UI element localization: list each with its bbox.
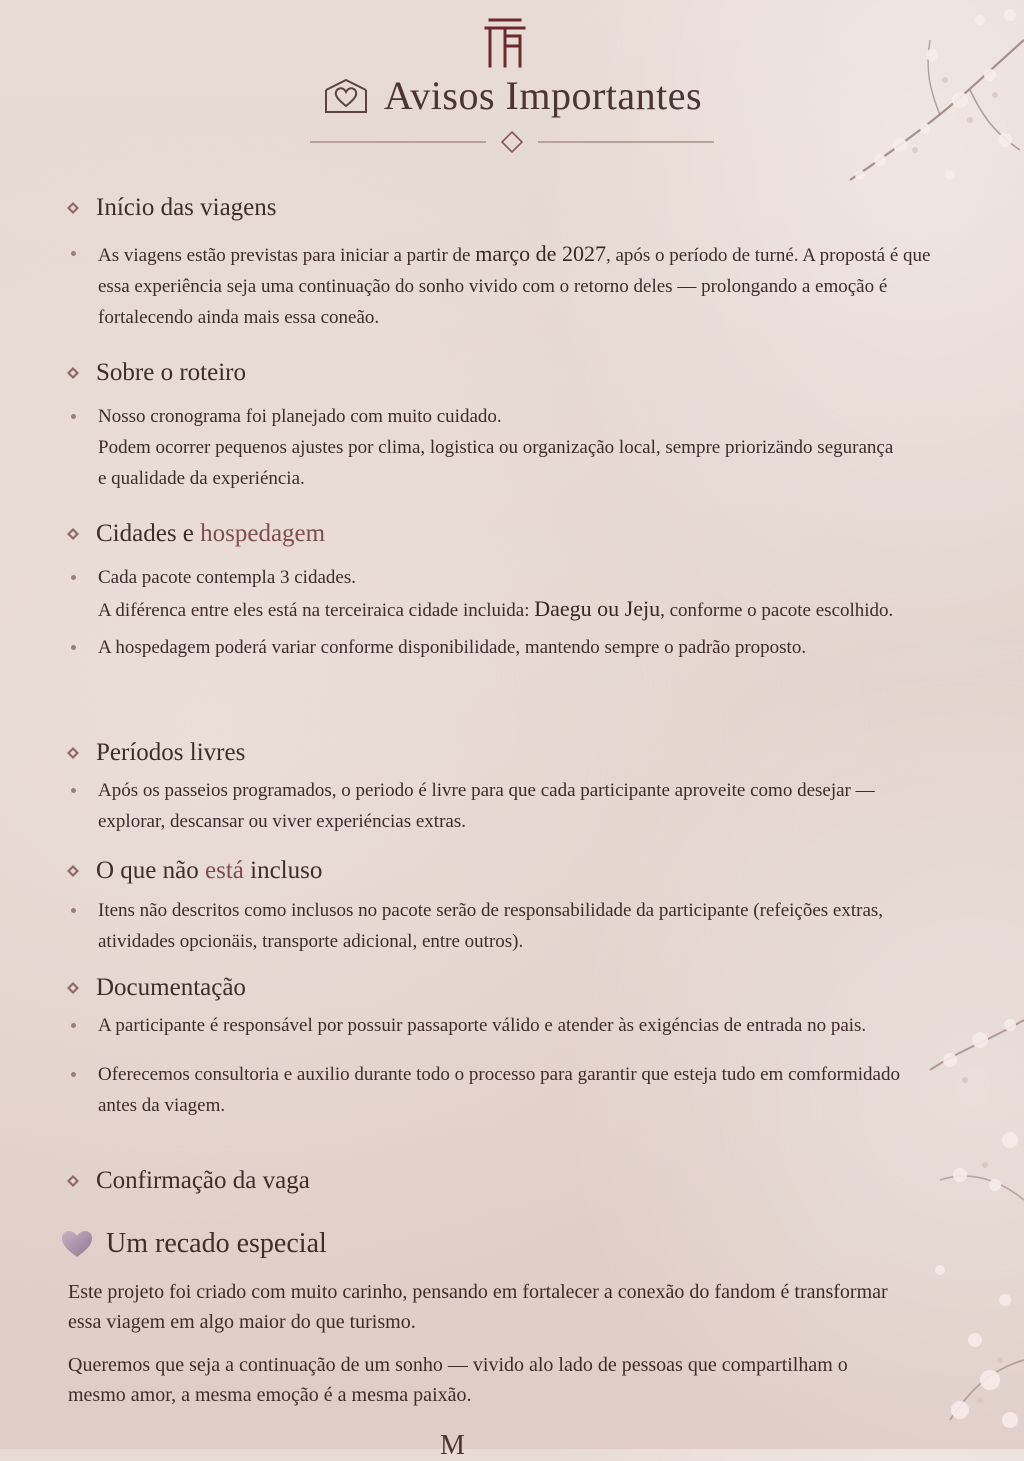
recado-paragraph: Este projeto foi criado com muito carinho, pensando em fortalecer a conexão do fandom é transformar essa viagem em algo maior do que turismo. xyxy=(68,1281,888,1333)
heading-accent: está xyxy=(205,857,244,884)
recado-paragraph: Queremos que seja a continuação de um sonho — vivido alo lado de pessoas que compartilham o mesmo amor, a mesma emoção é a mesma paixão. xyxy=(68,1354,848,1406)
bullet-dot xyxy=(71,645,76,650)
heading-text: Cidades e xyxy=(96,520,201,547)
bullet-text: Itens não descritos como inclusos no pacote serão de responsabilidade da participante (refeições extras, atividades opcionäis, transporte adicional, entre outros). xyxy=(98,900,884,952)
section-nao-incluso xyxy=(66,855,946,957)
bullet-text: Nosso cronograma foi planejado com muito cuidado. xyxy=(98,406,502,427)
section-roteiro xyxy=(66,357,946,494)
bullet-text-part: , conforme o pacote escolhido. xyxy=(660,600,894,621)
heading-text: O que não xyxy=(96,857,205,884)
bullet-text-part: ou xyxy=(591,596,625,621)
list-item xyxy=(66,401,898,494)
bullet-text: Após os passeios programados, o periodo é livre para que cada participante aproveite como desejar — explorar, descansar ou viver experiéncias extras. xyxy=(98,780,875,832)
bullet-dot xyxy=(71,575,76,580)
title-divider xyxy=(300,128,724,156)
diamond-icon xyxy=(66,981,80,995)
diamond-icon xyxy=(66,746,80,760)
list-item xyxy=(66,895,928,957)
bullet-dot xyxy=(71,251,76,256)
diamond-icon xyxy=(502,132,522,152)
signature-fragment: M xyxy=(440,1430,465,1461)
section-inicio xyxy=(66,192,946,333)
bullet-dot xyxy=(71,1072,76,1077)
bullet-text: A participante é responsável por possuir passaporte válido e atender às exigéncias de entrada no pais. xyxy=(98,1015,867,1036)
list-item xyxy=(66,238,938,333)
city-daegu: Daegu xyxy=(534,596,592,621)
page-title-text: Avisos Importantes xyxy=(383,73,703,118)
page-title xyxy=(322,72,702,119)
diamond-icon xyxy=(66,366,80,380)
bullet-text xyxy=(98,593,898,626)
envelope-heart-icon xyxy=(322,76,370,116)
bullet-text: As viagens estão previstas para iniciar a partir de xyxy=(98,245,476,266)
heading-text: incluso xyxy=(243,857,323,884)
city-jeju: Jeju xyxy=(624,596,661,621)
section-heading: Documentação xyxy=(96,974,246,1001)
section-periodos xyxy=(66,737,946,837)
section-heading: Períodos livres xyxy=(96,739,246,766)
bullet-dot xyxy=(71,788,76,793)
section-heading: Início das viagens xyxy=(96,194,277,221)
list-item xyxy=(66,1010,878,1041)
heading-accent: hospedagem xyxy=(200,520,326,547)
brand-monogram-icon xyxy=(482,16,528,68)
section-heading: Sobre o roteiro xyxy=(96,359,246,386)
diamond-icon xyxy=(66,527,80,541)
section-heading: Confirmação da vaga xyxy=(96,1167,310,1194)
list-item xyxy=(66,1059,918,1121)
bullet-text: Cada pacote contempla 3 cidades. xyxy=(98,567,356,588)
diamond-icon xyxy=(66,1174,80,1188)
recado-heading xyxy=(60,1228,327,1260)
bullet-text: , após o período de turné. A propostá é que essa experiência seja uma continuação do sonho vivido com o retorno deles — prolongando a emoção é fortalecendo ainda mais essa coneão. xyxy=(98,245,931,328)
section-documentacao xyxy=(66,972,946,1121)
start-date: março de 2027 xyxy=(475,241,606,266)
bullet-text-part: A diférenca entre eles está na terceiraica cidade incluida: xyxy=(98,600,535,621)
recado-title: Um recado especial xyxy=(106,1228,327,1259)
section-heading xyxy=(96,857,322,885)
bullet-dot xyxy=(71,414,76,419)
section-heading xyxy=(96,520,325,548)
bullet-text: Podem ocorrer pequenos ajustes por clima, logistica ou organização local, sempre priorizändo segurança e qualidade da experiéncia. xyxy=(98,437,894,489)
heart-icon xyxy=(60,1229,94,1259)
bullet-text: A hospedagem poderá variar conforme disponibilidade, mantendo sempre o padrão proposto. xyxy=(98,637,807,658)
section-cidades xyxy=(66,518,946,663)
bullet-dot xyxy=(71,908,76,913)
diamond-icon xyxy=(66,864,80,878)
list-item xyxy=(66,632,898,663)
list-item xyxy=(66,562,898,626)
bullet-dot xyxy=(71,1023,76,1028)
section-confirmacao xyxy=(66,1165,946,1197)
diamond-icon xyxy=(66,201,80,215)
list-item xyxy=(66,775,918,837)
bullet-text: Oferecemos consultoria e auxilio durante todo o processo para garantir que esteja tudo em comformidado antes da viagem. xyxy=(98,1064,900,1116)
